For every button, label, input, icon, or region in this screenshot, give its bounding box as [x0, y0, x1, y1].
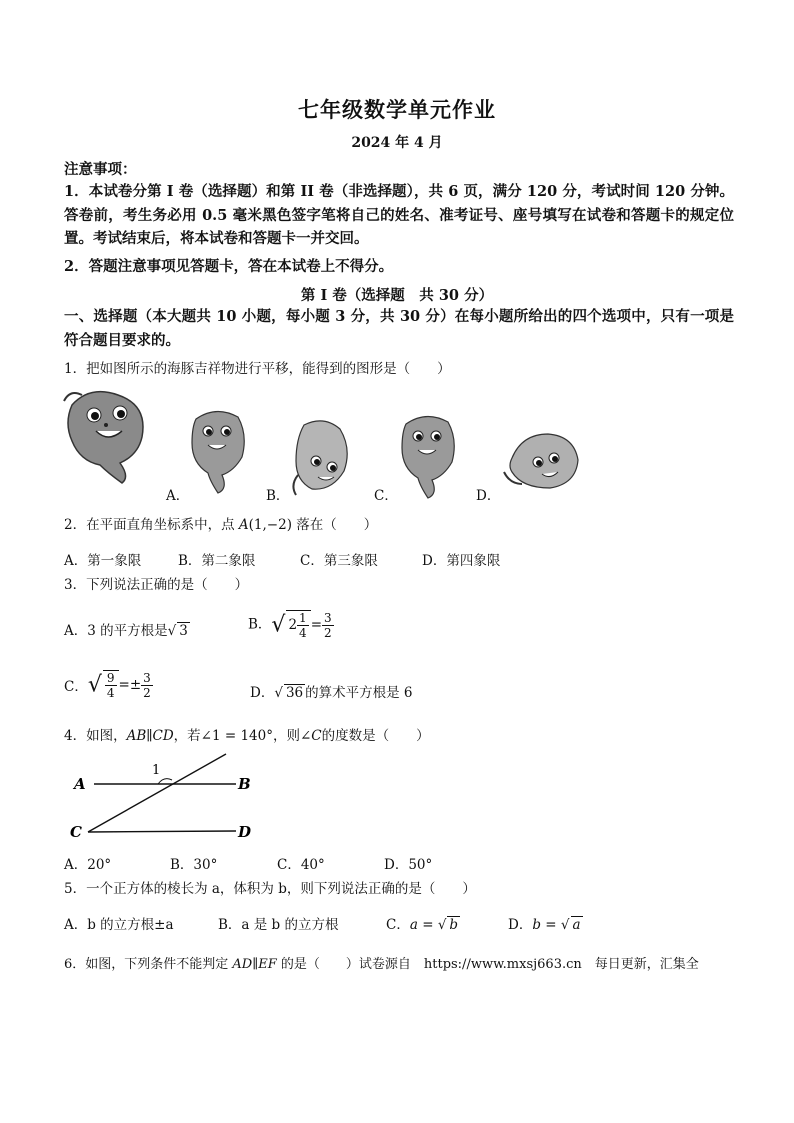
denominator: 2 — [143, 685, 151, 700]
numerator: 3 — [143, 670, 151, 685]
question-5-option-c — [386, 913, 460, 933]
numerator: 1 — [299, 611, 307, 625]
stem-b: 的是（ ）试卷源自 https://www.mxsj663.cn 每日更新，汇集全 — [276, 957, 699, 972]
dolphin-option-b — [290, 415, 354, 499]
label-b: B — [238, 775, 251, 793]
question-4-option-b: B．30° — [170, 857, 218, 873]
question-5-option-b: B．a 是 b 的立方根 — [218, 917, 339, 933]
sqrt-sign: √ — [271, 612, 286, 638]
line-cd — [88, 831, 236, 832]
numerator: 3 — [324, 610, 332, 625]
stem-b: ，若∠1 = 140°，则∠ — [173, 728, 312, 744]
fraction — [297, 611, 309, 640]
question-3-option-b — [248, 610, 334, 640]
radicand — [103, 670, 119, 700]
question-2-stem-a: 2．在平面直角坐标系中，点 — [64, 517, 239, 533]
equals: = — [540, 917, 561, 933]
sqrt-sign: √ — [167, 623, 177, 639]
dolphin-option-a — [188, 405, 250, 495]
dolphin-option-c — [398, 410, 460, 500]
numerator: 9 — [106, 671, 115, 685]
question-2-option-c: C．第三象限 — [300, 553, 378, 569]
question-5-option-a: A．b 的立方根±a — [64, 917, 174, 933]
option-d-prefix: D． — [508, 917, 533, 933]
question-1-option-b: B． — [266, 488, 290, 504]
question-2-option-b: B．第二象限 — [178, 553, 256, 569]
radicand: a — [572, 917, 581, 933]
exam-date: 2024 年 4 月 — [351, 135, 443, 151]
radicand: 36 — [285, 685, 304, 701]
fraction — [322, 611, 334, 640]
question-1-option-a: A． — [166, 488, 190, 504]
section-intro: 一、选择题（本大题共 10 小题，每小题 3 分，共 30 分）在每小题所给出的四个选项中，只有一项是符合题目要求的。 — [64, 308, 734, 349]
question-3-option-c — [64, 670, 153, 700]
question-4-option-c: C．40° — [277, 857, 325, 873]
question-4-option-a: A．20° — [64, 857, 112, 873]
question-2-option-d: D．第四象限 — [422, 553, 501, 569]
question-2-stem-b: 落在（ ） — [291, 517, 378, 533]
denominator: 2 — [324, 625, 332, 640]
option-d-prefix: D． — [250, 685, 275, 701]
angle-arc — [158, 779, 172, 784]
option-d-suffix: 的算术平方根是 6 — [305, 685, 413, 701]
equals: = — [310, 617, 322, 633]
var: b — [532, 917, 541, 933]
dolphin-option-d — [502, 428, 582, 492]
point-coords: (1,−2) — [248, 517, 292, 533]
fraction — [141, 671, 153, 700]
point-name: A — [238, 517, 249, 533]
denominator: 4 — [106, 686, 115, 700]
question-5-option-d — [508, 913, 583, 933]
label-c: C — [70, 823, 82, 841]
whole-part: 2 — [288, 617, 298, 633]
question-6-stem — [64, 953, 699, 972]
option-b-prefix: B． — [248, 616, 272, 633]
question-2-option-a: A．第一象限 — [64, 553, 142, 569]
question-1-option-d: D． — [476, 488, 501, 504]
option-c-prefix: C． — [64, 679, 88, 695]
notice-item-2: 2．答题注意事项见答题卡，答在本试卷上不得分。 — [64, 258, 394, 275]
stem-a: 6．如图，下列条件不能判定 — [64, 957, 233, 972]
question-2-stem — [64, 513, 377, 533]
option-a-text: A．3 的平方根是 — [64, 623, 168, 639]
label-a: A — [74, 775, 86, 793]
radicand: b — [449, 917, 459, 933]
parallel-lines-figure — [66, 752, 266, 842]
question-3-option-d — [250, 681, 413, 701]
sqrt-sign: √ — [87, 672, 102, 698]
denominator: 4 — [299, 626, 307, 640]
question-4-option-d: D．50° — [384, 857, 433, 873]
page-title: 七年级数学单元作业 — [298, 97, 496, 122]
equals-pm: =± — [118, 677, 142, 693]
option-c-prefix: C． — [386, 917, 410, 933]
sqrt-sign: √ — [560, 917, 570, 933]
question-3-option-a — [64, 619, 190, 639]
notice-heading: 注意事项： — [64, 161, 137, 178]
section-title: 第 I 卷（选择题 共 30 分） — [300, 287, 494, 304]
parallel-expr: AB∥CD — [126, 728, 174, 744]
label-angle-1: 1 — [152, 763, 161, 778]
radicand: 3 — [179, 623, 188, 639]
dolphin-mascot-original — [60, 385, 160, 485]
stem-c: 的度数是（ ） — [321, 728, 430, 744]
sqrt-sign: √ — [274, 685, 283, 701]
stem-a: 4．如图， — [64, 728, 127, 744]
var: a — [409, 917, 418, 933]
fraction — [105, 671, 117, 700]
sqrt-sign: √ — [437, 917, 447, 933]
equals: = — [417, 917, 438, 933]
radicand — [286, 610, 310, 640]
question-5-stem: 5．一个正方体的棱长为 a，体积为 b，则下列说法正确的是（ ） — [64, 881, 476, 897]
question-1-option-c: C． — [374, 488, 398, 504]
parallel-expr: AD∥EF — [232, 957, 277, 972]
question-4-stem — [64, 724, 430, 744]
question-3-stem: 3．下列说法正确的是（ ） — [64, 577, 249, 593]
notice-item-1: 1．本试卷分第 I 卷（选择题）和第 II 卷（非选择题），共 6 页，满分 120 分，考试时间 120 分钟。答卷前，考生务必用 0.5 毫米黑色签字笔将自己的姓名、准考证号、座号填写在试卷和答题卡的规定位置。考试结束后，将本试卷和答题卡一并交回。 — [64, 183, 734, 247]
question-1-stem: 1．把如图所示的海豚吉祥物进行平移，能得到的图形是（ ） — [64, 361, 451, 377]
label-d: D — [238, 823, 252, 841]
angle-name: C — [311, 728, 322, 744]
